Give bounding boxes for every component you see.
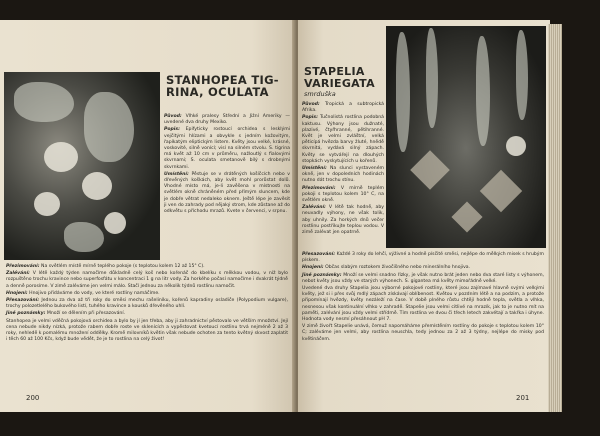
paragraph: Přezimování: V mírně teplém pokoji s teplotou kolem 10° C, na světlém okně. xyxy=(302,185,385,204)
paragraph: Přesazování: Každé 3 roky do lehčí, výživné a hodně písčité směsi, nejlépe do mělkých misek s hrubým pískem. xyxy=(302,252,545,264)
paragraph: Popis: Epifyticky rostoucí orchidea s lesklými vejčitými hlízami a obvykle s jedním kožovitým, řapíkatým eliptickým listem. Květy jsou velké, krásné, voskovité, silně vonící; visí na silném stvolu. S. tigrina má květ až 10 cm v průměru, nažloutlý s fialovými skvrnami; S. oculata smetanově bílý s drobnými skvrnkami. xyxy=(164,127,290,170)
paragraph: Hnojení: Občas slabým roztokem živočišného nebo minerálního hnojiva. xyxy=(302,265,471,271)
paragraph: Hnojení: Hnojivo přidáváme do vody, ve které rostliny namáčíme. xyxy=(6,290,160,296)
stanhopea-photo xyxy=(4,72,160,260)
left-page xyxy=(0,20,296,412)
left-page-number: 200 xyxy=(26,394,40,402)
paragraph: Popis: Tučnolistá rostlina podobná kaktusu. Výhony jsou dužnaté, plazivé, čtyřhranné, pětihranné. Květ je velmi zvláštní, velká pěticípá hvězda barvy žluté, hnědě skvrnitá, vydává silný zápach. Květy se vytvářejí na dlouhých stopkách vyskytujících u kořenů. xyxy=(302,115,384,164)
paragraph: V zimě živořt Stapelie unává, čemuž napomáháme přemístěním rostliny do pokoje s teplotou kolem 10° C; zaléváme jen velmi, aby rostlina neuschla, tedy jednou za 2 až 3 týdny, nejlépe do misky pod květináčem. xyxy=(302,324,544,342)
paragraph: Umístění: Pěstuje se v drátěných košíčcích nebo v dřevěných koškách, aby květ mohl prorůstat dolů. Vhodné místo má, je-li zavěšena v místnosti na světlém okně chráněném před přímým sluncem, kde je dobře větrat nedaleko oknem. Ještě lépe je zavěsit ji ven do zahrady pod nějaký strom, kde zůstane až do odkvětu s příchodu mrazů. Kvete v červenci, v srpnu. xyxy=(164,171,290,215)
paragraph: Jiné poznámky: Množí se dělením při přesazování. xyxy=(6,311,126,317)
paragraph: Jiné poznámky: Množí se velmi snadno řízky, je však nutno brát jeden nebo dva staré listy s výhonem, nebot květy jsou vždy ve starých výhonech. S. gigantea má květy mimořádně velké. xyxy=(302,272,544,284)
stapelia-photo xyxy=(386,26,546,248)
left-page-title: STANHOPEA TIG-RINA, OCULATA xyxy=(166,73,279,100)
open-book xyxy=(0,20,600,416)
right-page xyxy=(298,20,550,412)
right-page-narrow-column xyxy=(302,102,384,237)
page-edges xyxy=(548,24,562,412)
paragraph: Původ: Tropická a subtropická Afrika. xyxy=(302,102,385,114)
left-page-wide-column xyxy=(6,264,288,344)
right-page-subtitle: smrduška xyxy=(304,90,336,98)
left-page-narrow-column xyxy=(164,114,290,216)
paragraph: Uvedené dva druhy Stapelia jsou výborné pokojové rostliny, které jsou zajímavé hlavně svými velkými květy, jež si i přes svůj mdlý zápach získávají oblíbenost. Květou v pozdním létě a na podzim, a protože připomínají hvězdy, květy nezáleží na čase. V době plného růstu chtějí hodně tepla, světla a vlhka, nesnesou však kontinuální vlhko v zahradě. Stapelie jsou velmi citlivé na mrazík, jak to je nutno mít na paměti, zalévání jsou vždy velmi střídmě. Tím rostlina ve dvou či třech letech zakvétají a takřka i úhyne. Hodnota vody nesmí přesáhnout pH 7. xyxy=(302,286,544,323)
paragraph: Přesazování: Jednou za dva až tři roky do směsi mechu rašeliníku, kořenů kapradiny osladiče (Polypodium vulgare), trochy polozetlelého bukového listí, tuhého kravince a kousků dřevěného uhlí. xyxy=(6,298,288,310)
paragraph: Stanhopea je velmi vděčná pokojová orchidea a bylo by jí jen třeba, aby ji zahradnictví pěstovalo ve větším množství. Její cena nebude nikdy nízká, protože rabem dobře roste ve sklenících a vypěstovat kvetoucí rostlinu trvá nejméně 2 až 3 roky, nehledě k pomalému množení oddělky. Kromě milovníků květin však nebude ochoten za tento květný skvost zaplatit i těch 60 až 100 Kčs, když bude vědět, že je to rostlina na celý život! xyxy=(6,318,288,343)
paragraph: Zalévání: V létě tak hodně, aby neuvadly výhony, ne však tolik, aby uhnily. Za horkých dnů večer rostlinu postřikujte teplou vodou. V zimě zalévat jen opatrně. xyxy=(302,205,384,236)
paragraph: Původ: Vlhké pralesy Střední a Jižní Ameriky — uvedené dva druhy Mexiko. xyxy=(164,114,290,126)
right-page-title: STAPELIA VARIEGATA xyxy=(304,65,375,90)
paragraph: Přezimování: Na světlém místě mírně teplého pokoje (s teplotou kolem 12 až 15° C). xyxy=(6,264,205,269)
paragraph: Umístění: Na slunci vystaveném okně, jen v dopoledních hodinách nutno dát trochu stínu. xyxy=(302,166,384,184)
paragraph: Zalévání: V létě každý týden namočíme důkladně celý koš nebo kořenáč do kbelíku s měkkou vodou, v níž bylo rozpuštěno trochu kravince nebo superfosfátu v koncentraci 1 g na litr vody. Za horkého počasí namočíme i dvakrát týdně a denně porosíme. V zimě zaléváme jen velmi málo. Stačí jednou za několik týdnů rostlinu namočit. xyxy=(6,271,288,289)
right-page-number: 201 xyxy=(516,394,530,402)
right-page-wide-column xyxy=(302,252,544,344)
